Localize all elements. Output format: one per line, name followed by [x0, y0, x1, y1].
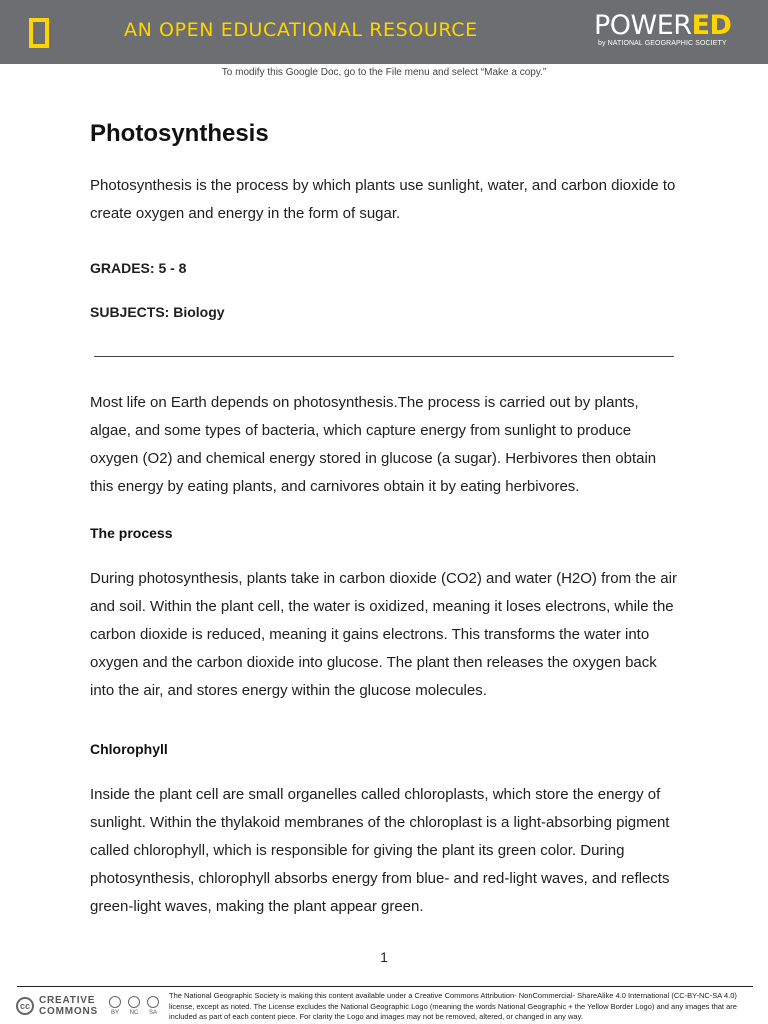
license-label-by: BY — [110, 1010, 119, 1016]
subjects-label: SUBJECTS: Biology — [90, 304, 225, 320]
footer-divider — [17, 986, 753, 987]
header-banner — [0, 0, 768, 64]
license-label-sa: SA — [148, 1010, 157, 1016]
page-title: Photosynthesis — [90, 120, 269, 147]
creative-commons-wordmark — [39, 995, 98, 1017]
banner-title: AN OPEN EDUCATIONAL RESOURCE — [124, 19, 478, 41]
body-paragraph-process: During photosynthesis, plants take in carbon dioxide (CO2) and water (H2O) from the air and soil. Within the plant cell, the water is oxidized, meaning it loses electrons, while the carbon dioxide is reduced, meaning it gains electrons. This transforms the water into oxygen and the carbon dioxide into glucose. The plant then releases the oxygen back into the air, and stores energy within the glucose molecules. — [90, 570, 677, 699]
noncommercial-icon — [128, 996, 140, 1008]
brand-subtitle: by NATIONAL GEOGRAPHIC SOCIETY — [598, 40, 727, 47]
section-heading-process: The process — [90, 525, 173, 541]
brand-part1: POWER — [594, 10, 692, 41]
page-number: 1 — [380, 949, 388, 965]
grades-label: GRADES: 5 - 8 — [90, 260, 187, 276]
section-heading-chlorophyll: Chlorophyll — [90, 741, 168, 757]
creative-commons-icon: cc — [16, 997, 34, 1015]
license-text: The National Geographic Society is making this content available under a Creative Commons Attribution- NonCommercial- ShareAlike 4.0 International (CC-BY-NC-SA 4.0) license, except as noted. The License excludes the National Geographic Logo (meaning the words National Geographic + the Yellow Border Logo) and any images that are included as part of each content piece. For clarity the Logo and images may not be removed, altered, or changed in any way. — [169, 991, 737, 1021]
license-label-nc: NC — [129, 1010, 139, 1016]
intro-paragraph: Photosynthesis is the process by which plants use sunlight, water, and carbon dioxide to create oxygen and energy in the form of sugar. — [90, 177, 676, 222]
powered-ed-wordmark — [594, 12, 731, 40]
brand-part2: ED — [691, 10, 732, 41]
cc-line2: COMMONS — [39, 1006, 98, 1017]
copy-instructions: To modify this Google Doc, go to the File menu and select “Make a copy.” — [221, 67, 547, 78]
attribution-icon — [109, 996, 121, 1008]
cc-line1: CREATIVE — [39, 995, 96, 1006]
horizontal-divider — [94, 356, 674, 357]
yellow-border-icon — [29, 18, 49, 48]
body-paragraph-chlorophyll: Inside the plant cell are small organelles called chloroplasts, which store the energy of sunlight. Within the thylakoid membranes of the chloroplast is a light-absorbing pigment called chlorophyll, which is responsible for giving the plant its green color. During photosynthesis, chlorophyll absorbs energy from blue- and red-light waves, and reflects green-light waves, making the plant appear green. — [90, 786, 670, 915]
sharealike-icon — [147, 996, 159, 1008]
powered-ed-logo — [594, 12, 731, 47]
body-paragraph-overview: Most life on Earth depends on photosynthesis.The process is carried out by plants, algae, and some types of bacteria, which capture energy from sunlight to produce oxygen (O2) and chemical energy stored in glucose (a sugar). Herbivores then obtain this energy by eating plants, and carnivores obtain it by eating herbivores. — [90, 394, 657, 495]
document-body — [90, 118, 682, 921]
